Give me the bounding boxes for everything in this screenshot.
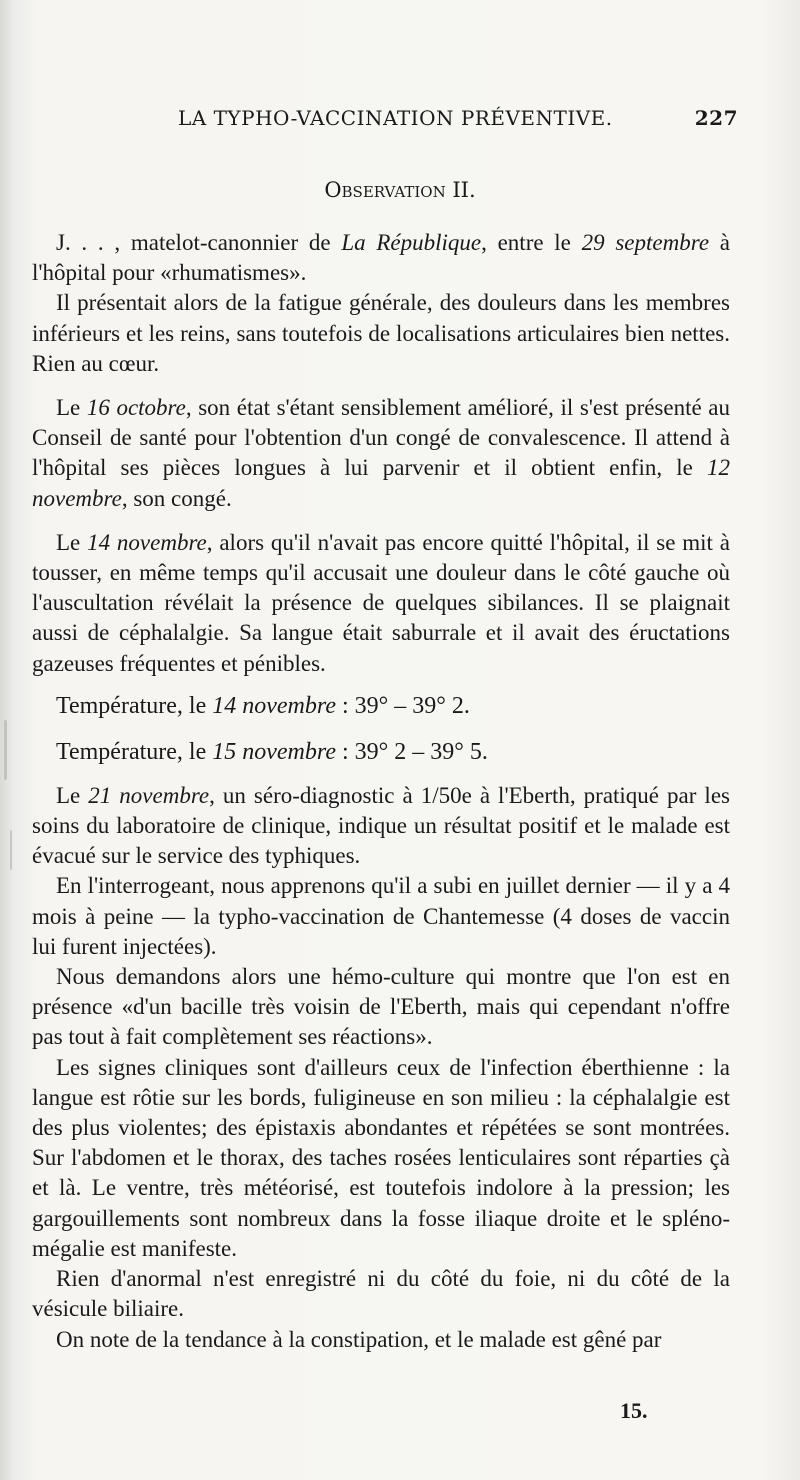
ship-name: La République [341,230,482,255]
text-run: Température, le [56,738,213,765]
text-run: à l'hôpital pour «rhumatismes». [32,230,730,286]
body-text [32,228,730,1355]
temperature-line-2 [32,735,730,769]
paragraph-9: Rien d'anormal n'est enregistré ni du côté du foie, ni du côté de la vésicule biliaire. [32,1266,730,1322]
temperature-line-1 [32,689,730,723]
date: 15 novembre [212,738,336,765]
paragraph-4 [32,528,730,679]
paragraph-10: On note de la tendance à la constipation, et le malade est gêné par [56,1326,662,1352]
paragraph-2: Il présentait alors de la fatigue générale, des douleurs dans les membres inférieurs et les reins, sans toutefois de localisations articulaires bien nettes. Rien au cœur. [32,290,730,376]
observation-heading: Observation II. [324,178,476,202]
date: 14 novembre [212,692,336,719]
text-run: J. . . , matelot-canonnier de [56,230,342,255]
text-run: Le [56,782,89,808]
paragraph-7: Nous demandons alors une hémo-culture qui montre que l'on est en présence «d'un bacille très voisin de l'Eberth, mais qui cependant n'offre pas tout à fait complètement ses réactions». [32,964,730,1050]
text-run: Le [56,529,88,555]
page-number: 227 [694,106,738,130]
paragraph-5 [32,781,730,872]
text-run: , un séro-diagnostic à 1/50e à l'Eberth, pratiqué par les soins du laboratoire de clinique, indique un résultat positif et le malade est évacué sur le service des typhiques. [32,782,730,869]
text-run: : 39° 2 – 39° 5. [335,738,488,765]
text-run: , son état s'étant sensiblement amélioré, il s'est présenté au Conseil de santé pour l'obtention d'un congé de convalescence. Il attend à l'hôpital ses pièces longues à lui parvenir et il obtient enfin, le [32,395,730,481]
text-run: , alors qu'il n'avait pas encore quitté l'hôpital, il se mit à tousser, en même temps qu'il accusait une douleur dans le côté gauche où l'auscultation révélait la présence de quelques sibilances. Il se plaignait aussi de céphalalgie. Sa langue était saburrale et il avait des éructations gazeuses fréquentes et pénibles. [32,529,730,676]
running-title: LA TYPHO-VACCINATION PRÉVENTIVE. [178,106,613,130]
text-run: , entre le [481,230,582,255]
text-run: : 39° – 39° 2. [335,692,470,719]
scan-mark [10,830,12,870]
date: 12 novembre [32,455,730,511]
scan-mark [4,720,7,780]
paragraph-8: Les signes cliniques sont d'ailleurs ceux de l'infection éberthienne : la langue est rôtie sur les bords, fuligineuse en son milieu : la céphalalgie est des plus violentes; des épistaxis abondantes et répétées se sont montrées. Sur l'abdomen et le thorax, des taches rosées lenticulaires sont réparties çà et là. Le ventre, très météorisé, est toutefois indolore à la pression; les gargouillements sont nombreux dans la fosse iliaque droite et le spléno-mégalie est manifeste. [32,1054,730,1261]
signature-mark: 15. [620,1398,648,1423]
paragraph-3 [32,393,730,514]
running-header [178,106,738,136]
paragraph-6: En l'interrogeant, nous apprenons qu'il a subi en juillet dernier — il y a 4 mois à peine — la typho-vaccination de Chantemesse (4 doses de vaccin lui furent injectées). [32,873,730,959]
date: 29 septembre [581,230,710,255]
date: 14 novembre [87,529,207,555]
paragraph-1 [32,228,730,288]
text-run: Température, le [56,692,213,719]
text-run: , son congé. [121,485,232,511]
text-run: Le [56,395,87,421]
date: 21 novembre [88,782,210,808]
date: 16 octobre [86,395,186,421]
